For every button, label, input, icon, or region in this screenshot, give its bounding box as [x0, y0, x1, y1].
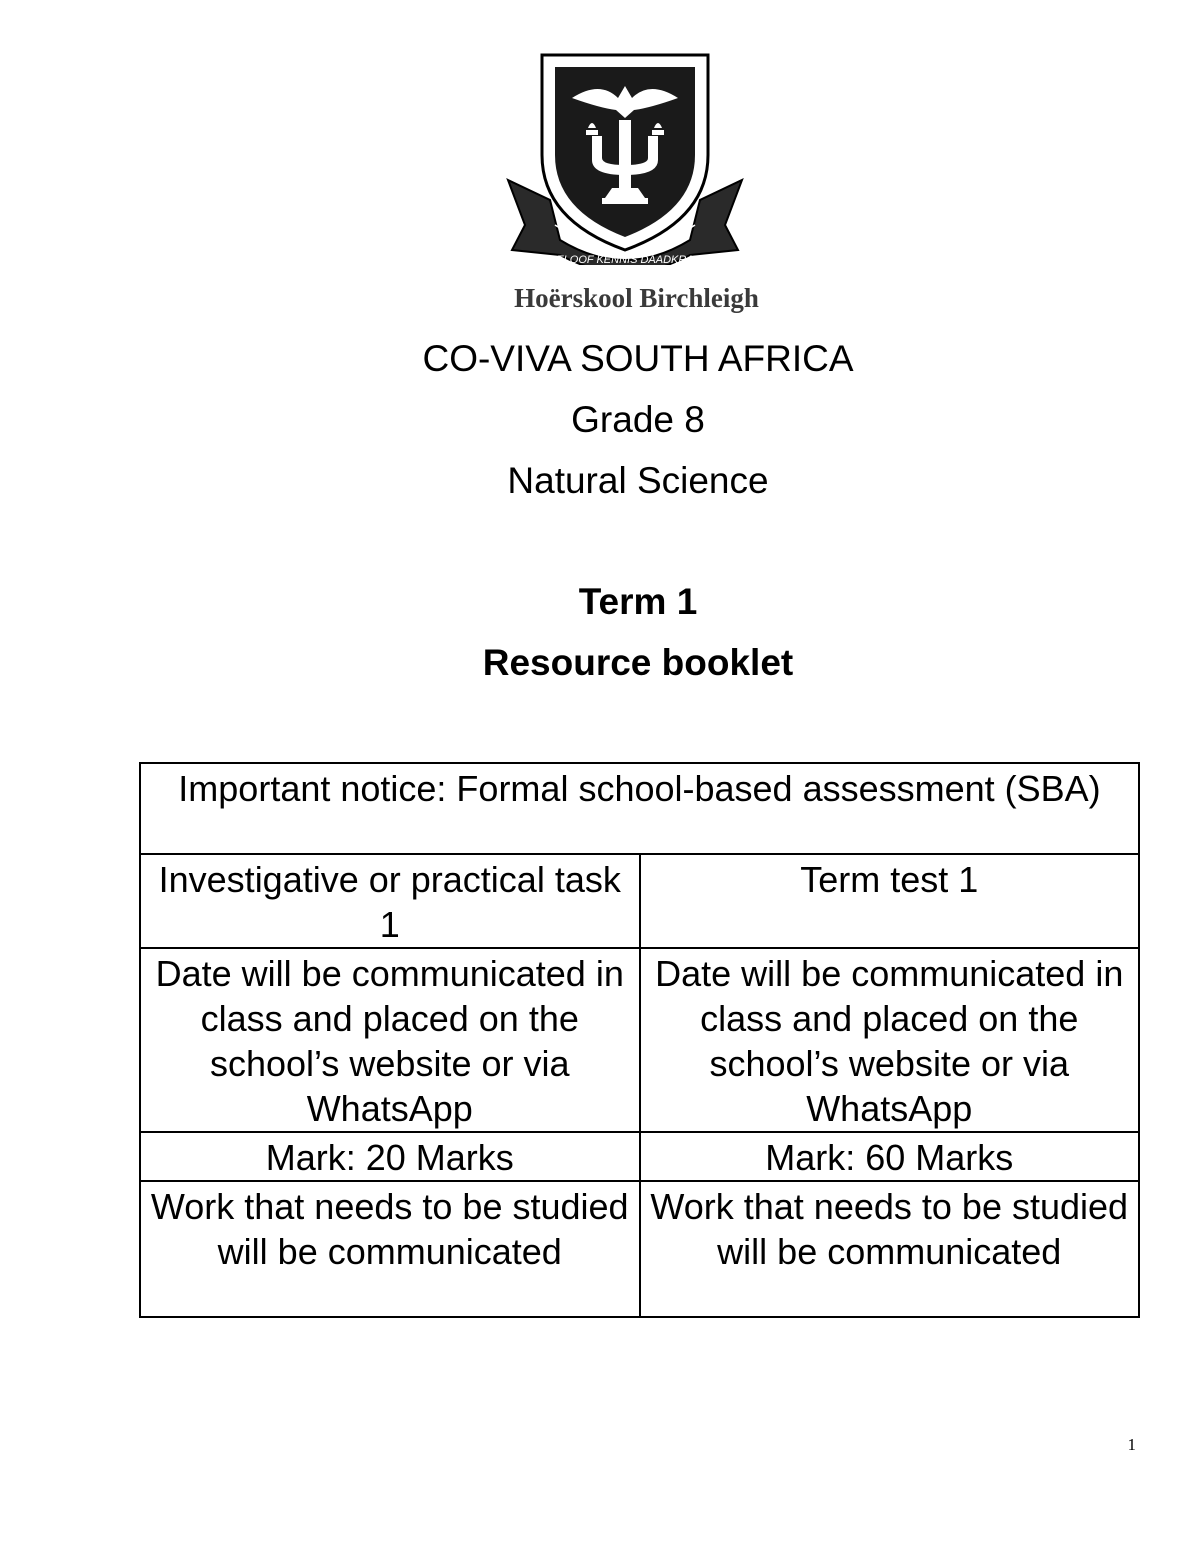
subject-title: Natural Science — [507, 460, 769, 501]
table-cell-date: Date will be communicated in class and placed on the school’s website or via WhatsApp — [140, 948, 640, 1132]
table-cell-task: Investigative or practical task 1 — [140, 854, 640, 948]
table-row — [140, 854, 1139, 948]
table-row — [140, 763, 1139, 854]
table-cell-work: Work that needs to be studied will be communicated — [140, 1181, 640, 1317]
svg-text:GELOOF KENNIS DAADKRAG: GELOOF KENNIS DAADKRAG — [547, 254, 703, 265]
booklet-title: Resource booklet — [482, 642, 794, 683]
table-row — [140, 1132, 1139, 1181]
term-title: Term 1 — [578, 581, 698, 622]
school-crest-icon — [500, 50, 750, 265]
table-row — [140, 948, 1139, 1132]
table-heading: Important notice: Formal school-based assessment (SBA) — [140, 763, 1139, 854]
table-cell-work: Work that needs to be studied will be communicated — [640, 1181, 1140, 1317]
assessment-table — [139, 762, 1140, 1318]
organisation-title: CO-VIVA SOUTH AFRICA — [422, 338, 854, 379]
table-cell-mark: Mark: 60 Marks — [640, 1132, 1140, 1181]
table-cell-task: Term test 1 — [640, 854, 1140, 948]
page-number: 1 — [1127, 1435, 1136, 1454]
grade-title: Grade 8 — [571, 399, 705, 440]
school-name: Hoërskool Birchleigh — [514, 283, 759, 313]
table-cell-date: Date will be communicated in class and placed on the school’s website or via WhatsApp — [640, 948, 1140, 1132]
table-row — [140, 1181, 1139, 1317]
table-cell-mark: Mark: 20 Marks — [140, 1132, 640, 1181]
